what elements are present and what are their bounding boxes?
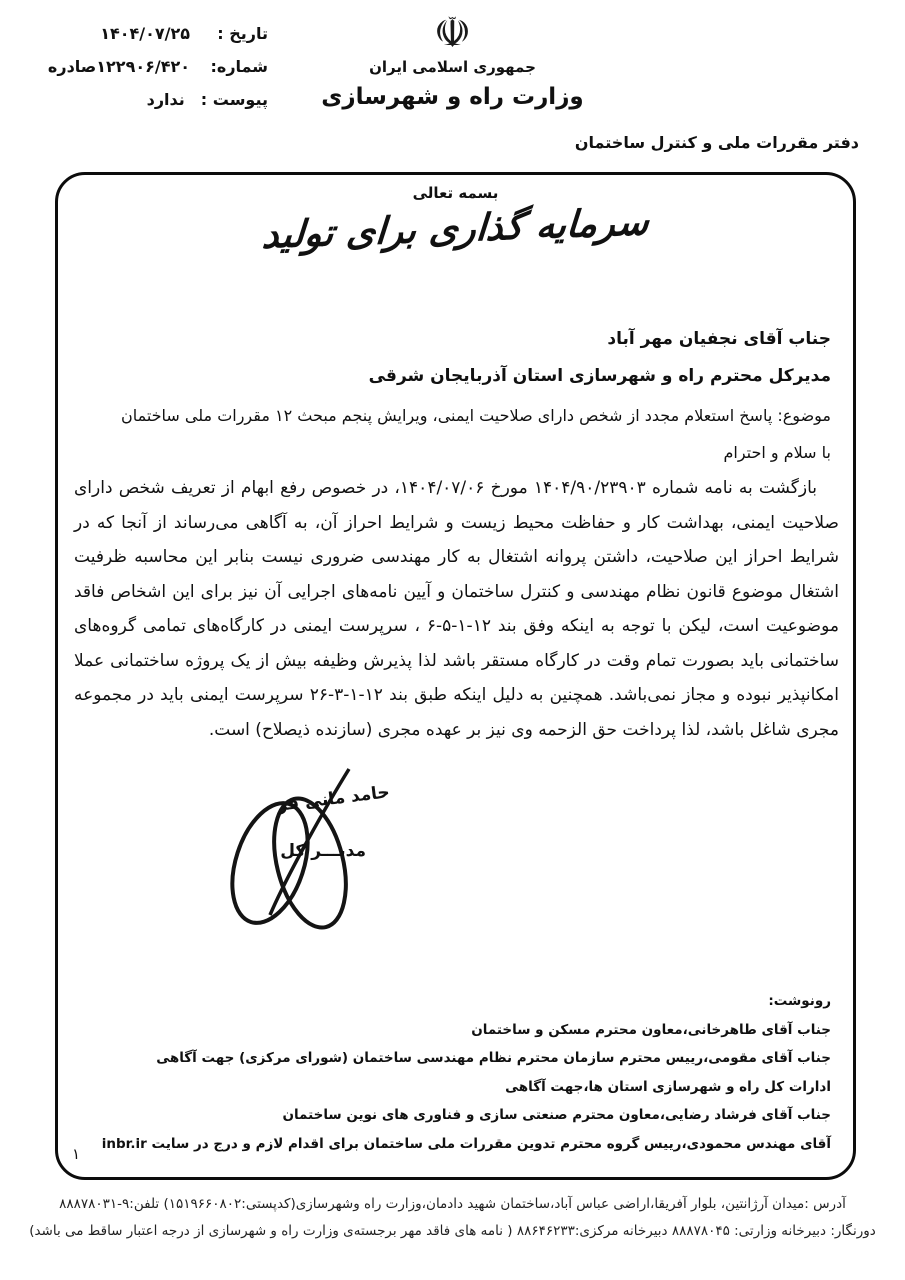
cc-block [72, 987, 831, 1158]
cc-item: جناب آقای طاهرخانی،معاون محترم مسکن و ساختمان [471, 1021, 831, 1038]
cc-item: جناب آقای مقومی،رییس محترم سازمان محترم نظام مهندسی ساختمان (شورای مرکزی) جهت آگاهی [156, 1050, 831, 1066]
cc-item: ادارات کل راه و شهرسازی استان ها،جهت آگاهی [505, 1078, 831, 1095]
country-title: جمهوری اسلامی ایران [369, 58, 536, 76]
attachment-value: ندارد [146, 90, 185, 109]
addressee-name: جناب آقای نجفیان مهر آباد [607, 329, 831, 349]
date-value: ۱۴۰۴/۰۷/۲۵ [100, 24, 190, 43]
meta-attachment-row [6, 90, 268, 109]
letter-footer [0, 1191, 905, 1245]
basmala: بسمه تعالی [412, 184, 499, 202]
footer-address-line: آدرس :میدان آرژانتین، بلوار آفریقا،اراضی عباس آباد،ساختمان شهید دادمان،وزارت راه وشهرسازی(کدپستی:۱۵۱۹۶۶۰۸۰۲) تلفن:۹-۸۸۸۷۸۰۳۱ [59, 1196, 846, 1212]
letter-meta [6, 24, 268, 123]
number-value: ۱۲۲۹۰۶/۴۲۰صادره [47, 57, 190, 76]
addressee-block [72, 321, 831, 395]
letter-frame [55, 172, 856, 1180]
meta-date-row [6, 24, 268, 43]
salutation: با سلام و احترام [723, 443, 831, 462]
iran-emblem-icon: ☫ [433, 8, 472, 57]
cc-label: رونوشت: [768, 993, 831, 1009]
meta-number-row [6, 57, 268, 76]
page-number: ۱ [72, 1145, 81, 1163]
subject-line: موضوع: پاسخ استعلام مجدد از شخص دارای صلاحیت ایمنی، ویرایش پنجم مبحث ۱۲ مقررات ملی ساختمان [120, 406, 831, 425]
signer-title: مدیـــر کل [280, 841, 366, 861]
attachment-label: پیوست : [200, 90, 268, 109]
number-label: شماره: [210, 57, 268, 76]
ministry-title: وزارت راه و شهرسازی [321, 84, 584, 110]
letter-body-paragraph: بازگشت به نامه شماره ۱۴۰۴/۹۰/۲۳۹۰۳ مورخ ۱۴۰۴/۰۷/۰۶، در خصوص رفع ابهام از تعریف شخص دارای صلاحیت ایمنی، بهداشت کار و حفاظت محیط زیست و شرایط احراز آن، به آگاهی می‌رساند از آنجا که در شرایط احراز این صلاحیت، داشتن پروانه اشتغال به کار مهندسی ضروری نیست بنابر این محاسبه ظرفیت اشتغال موضوع قانون نظام مهندسی و کنترل ساختمان و آیین نامه‌های اجرایی آن نیز برای این اشخاص فاقد موضوعیت است، لیکن با توجه به اینکه وفق بند ۱۲-۱-۵-۶ ، سرپرست ایمنی در کارگاه‌های تمامی گروه‌های ساختمانی باید بصورت تمام وقت در کارگاه مستقر باشد لذا پذیرش وظیفه بیش از یک پروژه ساختمانی عملا امکانپذیر نبوده و مجاز نمی‌باشد. همچنین به دلیل اینکه طبق بند ۱۲-۱-۳-۲۶ سرپرست ایمنی باید در مجموعه مجری شاغل باشد، لذا پرداخت حق الزحمه وی نیز بر عهده مجری (سازنده ذیصلاح) است. [74, 478, 839, 740]
office-title: دفتر مقررات ملی و کنترل ساختمان [574, 133, 859, 152]
addressee-title: مدیرکل محترم راه و شهرسازی استان آذربایجان شرقی [368, 366, 831, 386]
footer-fax-line: دورنگار: دبیرخانه وزارتی: ۸۸۸۷۸۰۴۵ دبیرخانه مرکزی:۸۸۶۴۶۲۳۳ ( نامه های فاقد مهر برجسته‌ی وزارت راه و شهرسازی از درجه اعتبار ساقط می باشد) [29, 1223, 876, 1239]
cc-item: جناب آقای فرشاد رضایی،معاون محترم صنعتی سازی و فناوری های نوین ساختمان [282, 1107, 831, 1123]
cc-item: آقای مهندس محمودی،رییس گروه محترم تدوین مقررات ملی ساختمان برای اقدام لازم و درج در سایت inbr.ir [101, 1135, 831, 1152]
year-slogan-calligraphy: سرمایه گذاری برای تولید [260, 200, 651, 257]
signer-name: حامد مانی فر [276, 782, 391, 816]
signature-block [178, 763, 418, 943]
date-label: تاریخ : [217, 24, 268, 43]
